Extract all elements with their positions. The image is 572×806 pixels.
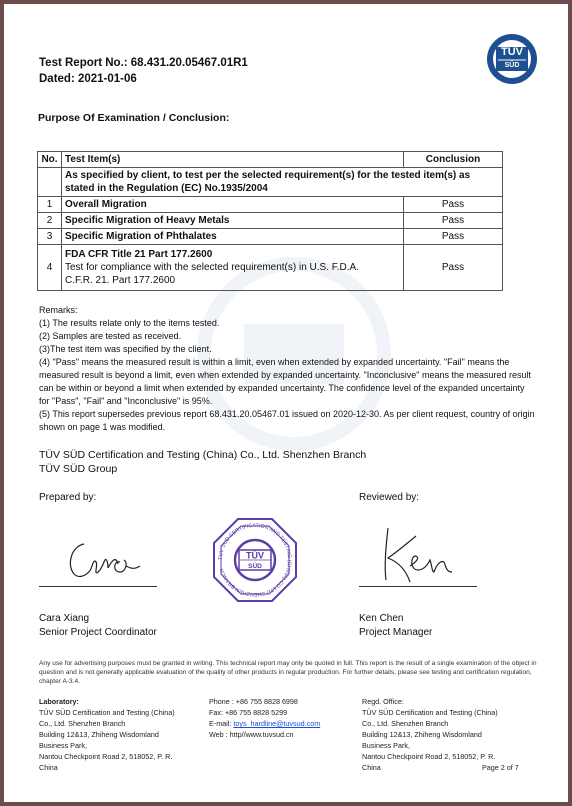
row4-title: FDA CFR Title 21 Part 177.2600 (65, 249, 213, 260)
row4-line2: C.F.R. 21. Part 177.2600 (65, 275, 176, 286)
logo-text-bottom: SÜD (504, 62, 520, 69)
lab-line: China (39, 763, 58, 772)
row-no: 1 (38, 197, 62, 213)
company-block (39, 448, 366, 476)
table-row (38, 229, 503, 245)
remark-item: (1) The results relate only to the items tested. (39, 318, 220, 328)
footer-laboratory (39, 696, 204, 773)
row-item: Specific Migration of Phthalates (62, 229, 404, 245)
regd-line: TÜV SÜD Certification and Testing (China) (362, 708, 498, 717)
table-intro-row (38, 168, 503, 197)
prepared-name: Cara Xiang (39, 613, 90, 624)
row-no: 3 (38, 229, 62, 245)
lab-line: TÜV SÜD Certification and Testing (China) (39, 708, 175, 717)
regd-line: Co., Ltd. Shenzhen Branch (362, 719, 449, 728)
regd-line: Building 12&13, Zhiheng Wisdomland (362, 730, 482, 739)
signature-cara (62, 526, 162, 586)
lab-line: Nantou Checkpoint Road 2, 518052, P. R. (39, 752, 173, 761)
stamp-ring-text: TUV SUD CERTIFICATION AND TESTING (CHINA) CO LTD SHENZHEN BRANCH (217, 522, 293, 598)
reviewed-by-label: Reviewed by: (359, 492, 420, 503)
lab-line: Co., Ltd. Shenzhen Branch (39, 719, 126, 728)
remarks-section (39, 304, 537, 434)
tuv-sud-logo (486, 33, 538, 85)
reviewed-title: Project Manager (359, 627, 433, 638)
intro-text: As specified by client, to test per the selected requirement(s) for the tested item(s) as stated in the Regulation (EC) No.1935/2004 (62, 168, 503, 197)
company-stamp (212, 517, 298, 603)
fax-text: Fax: +86 755 8828 5299 (209, 708, 288, 717)
purpose-title: Purpose Of Examination / Conclusion: (38, 112, 230, 124)
regd-line: China (362, 763, 381, 772)
logo-text-top: TÜV (501, 46, 523, 58)
header-test-items: Test Item(s) (62, 152, 404, 168)
header-conclusion: Conclusion (404, 152, 503, 168)
lab-line: Building 12&13, Zhiheng Wisdomland (39, 730, 159, 739)
email-line (209, 718, 354, 729)
stamp-center-bottom: SÜD (248, 563, 262, 570)
remarks-title: Remarks: (39, 305, 78, 315)
table-row (38, 213, 503, 229)
web-text: Web : http//www.tuvsud.cn (209, 730, 294, 739)
phone-text: Phone : +86 755 8828 6998 (209, 697, 298, 706)
disclaimer-text: Any use for advertising purposes must be granted in writing. This technical report may only be quoted in full. This report is the result of a single examination of the object in question and is not generally applicable evaluation of the quality of other products in regular production. For further details, please see testing and certification regulation, chapter A-3.4. (39, 660, 537, 685)
page-number: Page 2 of 7 (482, 763, 519, 772)
row-conclusion: Pass (404, 197, 503, 213)
row-conclusion: Pass (404, 213, 503, 229)
row-no: 2 (38, 213, 62, 229)
row-conclusion: Pass (404, 245, 503, 291)
prepared-sign-line (39, 586, 157, 587)
footer-contact (209, 696, 354, 740)
regd-line: Business Park, (362, 741, 410, 750)
email-label: E-mail: (209, 719, 234, 728)
remark-item: (2) Samples are tested as received. (39, 331, 182, 341)
regd-title: Regd. Office: (362, 697, 404, 706)
company-group: TÜV SÜD Group (39, 463, 118, 475)
row-no: 4 (38, 245, 62, 291)
results-table (37, 151, 503, 291)
prepared-title: Senior Project Coordinator (39, 627, 157, 638)
table-row (38, 245, 503, 291)
email-link[interactable]: toys_hardline@tuvsud.com (233, 719, 321, 728)
report-date: Dated: 2021-01-06 (39, 73, 137, 85)
prepared-by-label: Prepared by: (39, 492, 97, 503)
remark-item: (5) This report supersedes previous report 68.431.20.05467.01 issued on 2020-12-30. As per client request, country of origin shown on page 1 was modified. (39, 409, 535, 432)
company-name: TÜV SÜD Certification and Testing (China) Co., Ltd. Shenzhen Branch (39, 449, 367, 461)
lab-line: Business Park, (39, 741, 87, 750)
signature-ken (376, 522, 466, 588)
row-item (62, 245, 404, 291)
remark-item: (4) "Pass" means the measured result is within a limit, even when extended by expanded uncertainty. "Fail" means the measured result is beyond a limit, even when extended by expanded uncertainty. "Inconclusive" means the measured result can be within or beyond a limit when extended by expanded uncertainty. The confidence level of the expanded uncertainty for "Pass", "Fail" and "Inconclusive" is 95%. (39, 357, 531, 406)
prepared-name-block (39, 612, 157, 640)
remark-item: (3)The test item was specified by the client. (39, 344, 212, 354)
reviewed-name-block (359, 612, 432, 640)
report-number: Test Report No.: 68.431.20.05467.01R1 (39, 57, 248, 69)
row-conclusion: Pass (404, 229, 503, 245)
reviewed-name: Ken Chen (359, 613, 404, 624)
reviewed-sign-line (359, 586, 477, 587)
regd-line: Nantou Checkpoint Road 2, 518052, P. R. (362, 752, 496, 761)
row-item: Specific Migration of Heavy Metals (62, 213, 404, 229)
lab-title: Laboratory: (39, 697, 79, 706)
table-header-row (38, 152, 503, 168)
stamp-center-top: TÜV (246, 550, 264, 561)
table-row (38, 197, 503, 213)
header-no: No. (38, 152, 62, 168)
row-item: Overall Migration (62, 197, 404, 213)
row4-line1: Test for compliance with the selected requirement(s) in U.S. F.D.A. (65, 262, 360, 273)
